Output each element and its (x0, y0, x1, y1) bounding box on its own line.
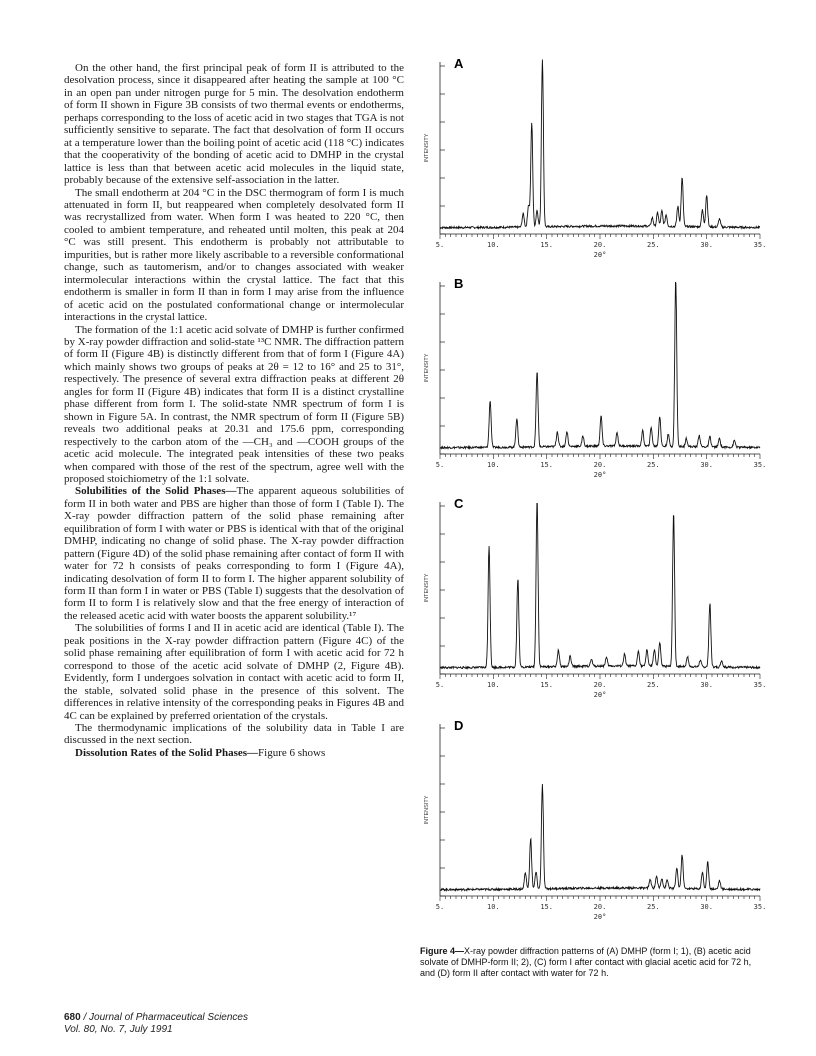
x-tick-label: 30. (700, 681, 713, 689)
paragraph-solvate-formation: The formation of the 1:1 acetic acid solvate of DMHP is further confirmed by X-ray powder diffraction and solid-state ¹³C NMR. The diffraction pattern of form II (Figure 4B) is distinctly different from that of form I (Figure 4A) which mainly shows two groups of peaks at 2θ = 12 to 16° and 25 to 31°, respectively. The presence of several extra diffraction peaks at different 2θ angles for form II (Figure 4B) indicates that form II is a distinct crystalline phase different from form I. The solid-state NMR spectrum of form I is shown in Figure 5A. In contrast, the NMR spectrum of form II (Figure 5B) reveals two additional peaks at 20.31 and 175.6 ppm, corresponding respectively to the carbon atom of the —CH₃ and —COOH groups of the acetic acid molecule. The integrated peak intensities of these two peaks when compared with those of the rest of the spectrum, agree well with the proposed stoichiometry of the 1:1 solvate. (64, 323, 404, 485)
xrd-panel-d (418, 712, 768, 920)
peak-point (699, 435, 700, 436)
x-tick-label: 10. (487, 903, 500, 911)
peak-point (531, 123, 532, 124)
peak-point (537, 499, 538, 500)
paragraph-endotherm: The small endotherm at 204 °C in the DSC thermogram of form I is much attenuated in form II, but reappeared when completely desolvated form II was recrystallized from water. When form I was heated to 220 °C, then cooled to ambient temperature, and reheated until molten, this peak at 204 °C was still present. This endotherm is probably not attributable to impurities, but is rather more likely ascribable to a reversible conformational change, such as tautomerism, and/or to changes associated with weaker intermolecular interactions within the crystal lattice. The fact that this endotherm is smaller in form II than in form I may arise from the influence of acetic acid on the postulated conformational change or intermolecular interactions in the crystal lattice. (64, 186, 404, 324)
paragraph-desolvation: On the other hand, the first principal peak of form II is attributed to the desolvation process, since it disappeared after heating the sample at 100 °C in an open pan under nitrogen purge for 5 min. The desolvation endotherm of form II shown in Figure 3B consists of two thermal events or endotherms, perhaps corresponding to the loss of acetic acid in two stages that TGA is not sufficiently sensitive to separate. The fact that desolvation of form II occurs at a temperature lower than the boiling point of acetic acid (118 °C) indicates that the cooperativity of the bonding of acetic acid to DMHP in the crystal lattice is less than that between acetic acid molecules in the liquid state, probably because of the extensive self-association in the latter. (64, 62, 404, 187)
peak-point (659, 417, 660, 418)
x-tick-label: 15. (540, 681, 553, 689)
xrd-chart-d (418, 712, 768, 920)
peak-point (686, 439, 687, 440)
peak-point (542, 785, 543, 786)
x-tick-label: 20. (593, 461, 607, 469)
peak-point (517, 578, 518, 579)
y-axis-label: INTENSITY (424, 573, 430, 603)
journal-name: / Journal of Pharmaceutical Sciences (80, 1012, 248, 1023)
peak-point (537, 372, 538, 373)
body-text-column (64, 62, 404, 759)
peak-point (682, 178, 683, 179)
peak-point (638, 652, 639, 653)
peak-point (582, 437, 583, 438)
y-axis-label: INTENSITY (424, 795, 430, 825)
peak-point (661, 212, 662, 213)
x-tick-label: 15. (540, 241, 553, 249)
peak-point (557, 432, 558, 433)
x-tick-label: 35. (753, 903, 767, 911)
peak-point (706, 195, 707, 196)
page-footer (64, 1012, 248, 1036)
peak-point (530, 839, 531, 840)
peak-point (702, 872, 703, 873)
footer-journal-line (64, 1012, 248, 1024)
x-tick-label: 35. (753, 241, 767, 249)
paragraph-dissolution (64, 747, 404, 759)
x-axis-label: 2θ° (593, 471, 607, 479)
peak-point (709, 603, 710, 604)
diffraction-trace-b (440, 282, 760, 449)
x-tick-label: 25. (647, 903, 660, 911)
peak-point (666, 215, 667, 216)
peak-point (657, 214, 658, 215)
x-tick-label: 15. (540, 903, 553, 911)
xrd-chart-b (418, 270, 768, 478)
xrd-panel-c (418, 490, 768, 698)
peak-point (702, 210, 703, 211)
peak-point (675, 279, 676, 280)
x-tick-label: 10. (487, 241, 500, 249)
y-axis-label: INTENSITY (424, 133, 430, 163)
peak-point (734, 440, 735, 441)
peak-point (661, 879, 662, 880)
peak-point (700, 660, 701, 661)
peak-point (676, 869, 677, 870)
peak-point (591, 660, 592, 661)
peak-point (719, 219, 720, 220)
peak-point (601, 417, 602, 418)
peak-point (525, 872, 526, 873)
figure-caption-text: X-ray powder diffraction patterns of (A) DMHP (form I; 1), (B) acetic acid solvate of DMHP-form II; 2), (C) form I after contact with glacial acetic acid for 72 h, and (D) form II after contact with water for 72 h. (420, 946, 752, 978)
x-axis-label: 2θ° (593, 913, 607, 921)
peak-point (606, 659, 607, 660)
x-tick-label: 20. (593, 241, 607, 249)
x-tick-label: 15. (540, 461, 553, 469)
peak-point (677, 207, 678, 208)
figure-caption (420, 946, 765, 979)
paragraph-acetic-acid: The solubilities of forms I and II in acetic acid are identical (Table I). The peak positions in the X-ray powder diffraction pattern (Figure 4C) of the solid phase remaining after equilibration of form I with acetic acid for 72 h correspond to those of the acetic acid solvate of DMHP (2, Figure 4B). Evidently, form I undergoes solvation in contact with acetic acid to form II, the stable, solvated solid phase in the presence of this solvent. The differences in relative intensity of the corresponding peaks in Figures 4B and 4C can be explained by preferred orientation of the crystals. (64, 622, 404, 722)
volume-info: Vol. 80, No. 7, July 1991 (64, 1024, 173, 1035)
x-tick-label: 20. (593, 681, 607, 689)
peak-point (656, 877, 657, 878)
xrd-chart-a (418, 50, 768, 258)
panel-label-a: A (454, 56, 464, 71)
paragraph-solubilities (64, 485, 404, 622)
peak-point (558, 650, 559, 651)
x-axis-label: 2θ° (593, 251, 607, 259)
x-tick-label: 30. (700, 461, 713, 469)
peak-point (709, 437, 710, 438)
figure-caption-label: Figure 4— (420, 946, 465, 956)
x-tick-label: 30. (700, 241, 713, 249)
peak-point (687, 657, 688, 658)
diffraction-trace-a (440, 60, 760, 229)
peak-point (642, 432, 643, 433)
peak-point (651, 429, 652, 430)
x-tick-label: 20. (593, 903, 607, 911)
peak-point (536, 872, 537, 873)
section-heading-solubilities: Solubilities of the Solid Phases— (75, 485, 237, 498)
x-tick-label: 5. (435, 681, 445, 689)
xrd-chart-c (418, 490, 768, 698)
paragraph-solubilities-text: The apparent aqueous solubilities of form II in both water and PBS are higher than those of form I (Table I). The X-ray powder diffraction pattern of the solid phase remaining after equilibration of form I with water or PBS is identical with that of the original DMHP, indicating no change of solid phase. The X-ray powder diffraction pattern (Figure 4D) of the solid phase remaining after contact of form II with water for 72 h consists of peaks corresponding to form I (Figure 4A), indicating desolvation of form II to form I. The higher apparent solubility of form II than form I in water or PBS (Table I) suggests that the desolvation of form II to form I is relatively slow and that the free energy of interaction of the released acetic acid with water boosts the apparent solubility.¹⁷ (64, 485, 404, 622)
panel-label-d: D (454, 718, 464, 733)
x-tick-label: 35. (753, 681, 767, 689)
peak-point (624, 655, 625, 656)
xrd-panel-b (418, 270, 768, 478)
x-tick-label: 5. (435, 461, 445, 469)
peak-point (516, 419, 517, 420)
peak-point (719, 881, 720, 882)
x-tick-label: 30. (700, 903, 713, 911)
peak-point (659, 644, 660, 645)
x-tick-label: 25. (647, 681, 660, 689)
peak-point (667, 881, 668, 882)
panel-label-c: C (454, 496, 464, 511)
peak-point (566, 432, 567, 433)
peak-point (721, 660, 722, 661)
peak-point (617, 434, 618, 435)
peak-point (489, 546, 490, 547)
peak-point (719, 439, 720, 440)
peak-point (528, 205, 529, 206)
diffraction-trace-c (440, 504, 760, 669)
peak-point (542, 59, 543, 60)
x-axis-label: 2θ° (593, 691, 607, 699)
y-axis-label: INTENSITY (424, 353, 430, 383)
peak-point (650, 881, 651, 882)
panel-label-b: B (454, 276, 464, 291)
peak-point (652, 219, 653, 220)
peak-point (523, 214, 524, 215)
peak-point (490, 400, 491, 401)
peak-point (673, 513, 674, 514)
page-number: 680 (64, 1012, 81, 1023)
x-tick-label: 5. (435, 241, 445, 249)
peak-point (537, 210, 538, 211)
x-tick-label: 5. (435, 903, 445, 911)
peak-point (570, 657, 571, 658)
x-tick-label: 10. (487, 681, 500, 689)
peak-point (707, 862, 708, 863)
section-heading-dissolution: Dissolution Rates of the Solid Phases— (75, 746, 259, 759)
peak-point (646, 650, 647, 651)
x-tick-label: 25. (647, 461, 660, 469)
peak-point (682, 856, 683, 857)
x-tick-label: 25. (647, 241, 660, 249)
diffraction-trace-d (440, 784, 760, 891)
paragraph-dissolution-text: Figure 6 shows (258, 746, 326, 759)
peak-point (668, 435, 669, 436)
peak-point (654, 650, 655, 651)
paragraph-thermodynamic: The thermodynamic implications of the solubility data in Table I are discussed in the next section. (64, 722, 404, 747)
x-tick-label: 35. (753, 461, 767, 469)
xrd-panel-a (418, 50, 768, 258)
x-tick-label: 10. (487, 461, 500, 469)
